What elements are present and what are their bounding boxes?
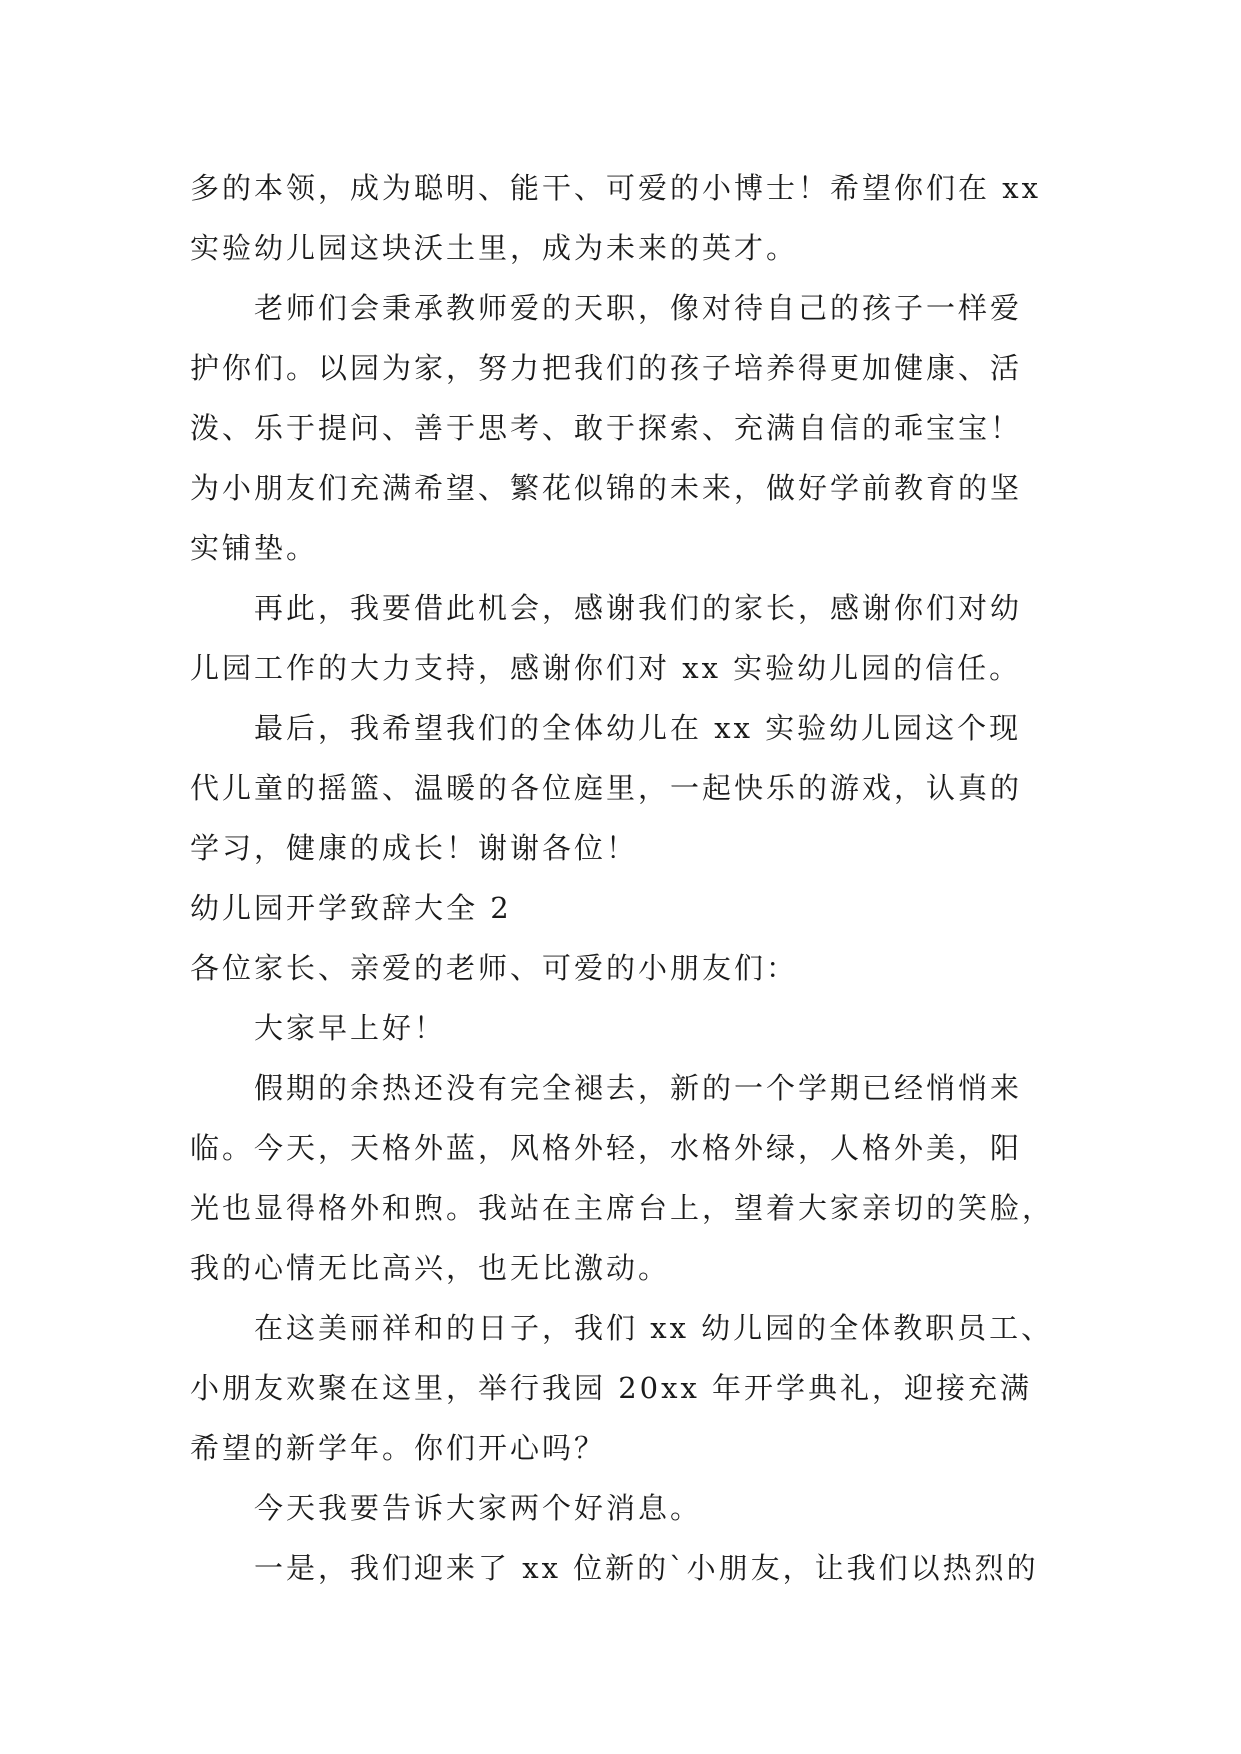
salutation: 各位家长、亲爱的老师、可爱的小朋友们： — [190, 951, 799, 985]
text-line: 泼、乐于提问、善于思考、敢于探索、充满自信的乖宝宝！ — [190, 411, 1023, 445]
text-line: 在这美丽祥和的日子，我们 xx 幼儿园的全体教职员工、 — [254, 1311, 1054, 1345]
text-line: 假期的余热还没有完全褪去，新的一个学期已经悄悄来 — [254, 1071, 1023, 1105]
text-line: 老师们会秉承教师爱的天职，像对待自己的孩子一样爱 — [254, 291, 1023, 325]
text-line: 临。今天，天格外蓝，风格外轻，水格外绿，人格外美，阳 — [190, 1131, 1023, 1165]
text-line: 今天我要告诉大家两个好消息。 — [254, 1491, 703, 1525]
text-line: 代儿童的摇篮、温暖的各位庭里，一起快乐的游戏，认真的 — [190, 771, 1023, 805]
text-line: 护你们。以园为家，努力把我们的孩子培养得更加健康、活 — [190, 351, 1023, 385]
text-line: 为小朋友们充满希望、繁花似锦的未来，做好学前教育的坚 — [190, 471, 1023, 505]
text-line: 再此，我要借此机会，感谢我们的家长，感谢你们对幼 — [254, 591, 1023, 625]
text-line: 光也显得格外和煦。我站在主席台上，望着大家亲切的笑脸， — [190, 1191, 1055, 1225]
text-line: 希望的新学年。你们开心吗？ — [190, 1431, 607, 1465]
text-line: 我的心情无比高兴，也无比激动。 — [190, 1251, 671, 1285]
text-line: 实铺垫。 — [190, 531, 319, 565]
text-line: 多的本领，成为聪明、能干、可爱的小博士！希望你们在 xx — [190, 171, 1041, 205]
section-heading: 幼儿园开学致辞大全 2 — [190, 891, 512, 925]
text-line: 学习，健康的成长！谢谢各位！ — [190, 831, 639, 865]
text-line: 一是，我们迎来了 xx 位新的`小朋友，让我们以热烈的 — [254, 1551, 1039, 1585]
text-line: 最后，我希望我们的全体幼儿在 xx 实验幼儿园这个现 — [254, 711, 1022, 745]
text-line: 实验幼儿园这块沃土里，成为未来的英才。 — [190, 231, 799, 265]
text-line: 大家早上好！ — [254, 1011, 447, 1045]
text-line: 儿园工作的大力支持，感谢你们对 xx 实验幼儿园的信任。 — [190, 651, 1022, 685]
text-line: 小朋友欢聚在这里，举行我园 20xx 年开学典礼，迎接充满 — [190, 1371, 1033, 1405]
document-body — [190, 158, 1070, 1598]
